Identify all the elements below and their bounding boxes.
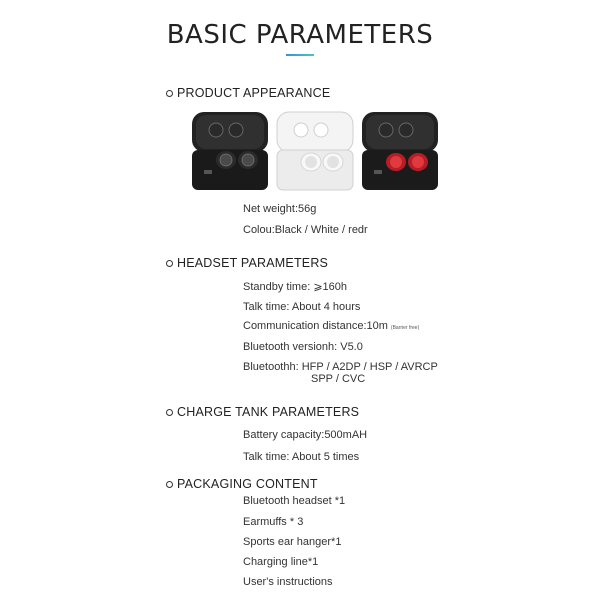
section-heading-headset: [166, 256, 328, 270]
bluetooth-profiles-continued: SPP / CVC: [311, 373, 366, 385]
packaging-item: Charging line*1: [243, 556, 319, 568]
packaging-item: Bluetooth headset *1: [243, 495, 346, 507]
standby-time: Standby time: ⩾160h: [243, 281, 348, 293]
red-earbuds-case-image: [360, 110, 440, 192]
bullet-circle-icon: [166, 90, 173, 97]
bullet-circle-icon: [166, 260, 173, 267]
communication-distance: [243, 320, 419, 332]
section-heading-charge-tank: [166, 405, 359, 419]
communication-distance-text: Communication distance:10m: [243, 320, 388, 332]
net-weight: Net weight:56g: [243, 203, 317, 215]
section-heading-text: HEADSET PARAMETERS: [177, 256, 329, 270]
section-heading-appearance: [166, 86, 330, 100]
talk-time: Talk time: About 4 hours: [243, 301, 361, 313]
charge-times: Talk time: About 5 times: [243, 451, 360, 463]
battery-capacity: Battery capacity:500mAH: [243, 429, 368, 441]
section-heading-text: PACKAGING CONTENT: [177, 477, 318, 491]
bullet-circle-icon: [166, 481, 173, 488]
packaging-item: Earmuffs * 3: [243, 516, 304, 528]
colour-options: Colou:Black / White / redr: [243, 224, 368, 236]
black-earbuds-case-image: [190, 110, 270, 192]
bluetooth-profiles: Bluetoothh: HFP / A2DP / HSP / AVRCP: [243, 361, 438, 373]
packaging-item: Sports ear hanger*1: [243, 536, 342, 548]
section-heading-text: PRODUCT APPEARANCE: [177, 86, 331, 100]
distance-note: (Barrier free): [390, 325, 420, 331]
packaging-item: User's instructions: [243, 576, 333, 588]
bullet-circle-icon: [166, 409, 173, 416]
white-earbuds-case-image: [275, 110, 355, 192]
bluetooth-version: Bluetooth versionh: V5.0: [243, 341, 363, 353]
title-underline: [286, 54, 314, 56]
page-title: BASIC PARAMETERS: [166, 20, 434, 50]
section-heading-packaging: [166, 477, 318, 491]
section-heading-text: CHARGE TANK PARAMETERS: [177, 405, 360, 419]
